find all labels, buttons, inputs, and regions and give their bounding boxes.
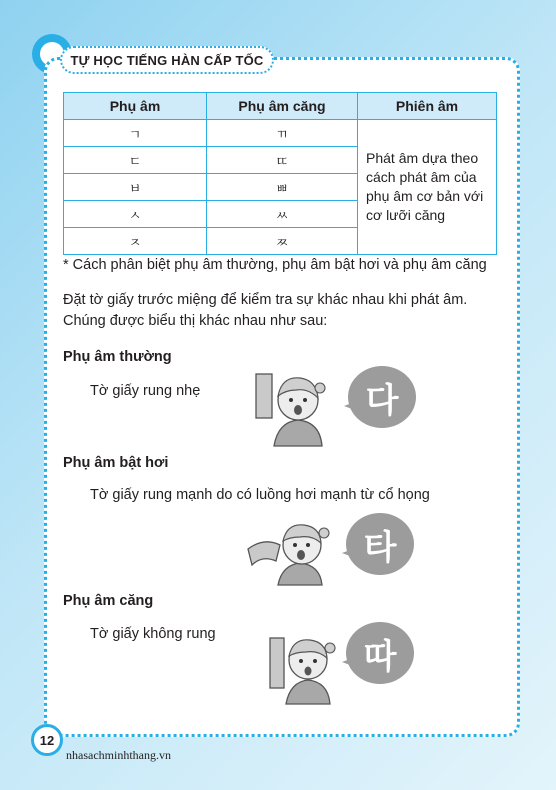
tense-consonant: ㅃ bbox=[207, 174, 358, 201]
col-header-tense: Phụ âm căng bbox=[207, 93, 358, 120]
table-row bbox=[64, 120, 497, 147]
page-number-badge bbox=[31, 724, 63, 756]
tense-consonant: ㅆ bbox=[207, 201, 358, 228]
plain-consonant: ㄱ bbox=[64, 120, 207, 147]
intro-line-1: Đặt tờ giấy trước miệng để kiểm tra sự khác nhau khi phát âm. bbox=[63, 292, 468, 308]
tense-consonant: ㄲ bbox=[207, 120, 358, 147]
page-number: 12 bbox=[39, 732, 55, 748]
intro-line-2: Chúng được biểu thị khác nhau như sau: bbox=[63, 313, 328, 329]
syllable-da: 다 bbox=[365, 381, 399, 420]
paper-sheet-icon bbox=[270, 638, 284, 688]
girl-illustration bbox=[244, 515, 344, 587]
publisher-site: nhasachminhthang.vn bbox=[66, 748, 171, 762]
syllable-tta: 따 bbox=[363, 637, 397, 676]
plain-consonant: ㅂ bbox=[64, 174, 207, 201]
header-tab bbox=[60, 46, 274, 74]
tense-consonant: ㄸ bbox=[207, 147, 358, 174]
col-header-plain: Phụ âm bbox=[64, 93, 207, 120]
col-header-pronunciation: Phiên âm bbox=[358, 93, 497, 120]
plain-consonant: ㄷ bbox=[64, 147, 207, 174]
table-header-row bbox=[64, 93, 497, 120]
girl-illustration bbox=[268, 624, 342, 706]
plain-consonant: ㅈ bbox=[64, 228, 207, 255]
tense-consonant: ㅉ bbox=[207, 228, 358, 255]
syllable-ta: 타 bbox=[363, 528, 397, 567]
paper-sheet-icon bbox=[256, 374, 272, 418]
plain-consonant: ㅅ bbox=[64, 201, 207, 228]
book-title: TỰ HỌC TIẾNG HÀN CẤP TỐC bbox=[70, 52, 264, 68]
speech-bubble bbox=[346, 513, 414, 575]
pronunciation-note: Phát âm dựa theo cách phát âm của phụ âm cơ bản với cơ lưỡi căng bbox=[358, 120, 497, 255]
section-title-plain: Phụ âm thường bbox=[63, 349, 172, 365]
speech-bubble bbox=[348, 366, 416, 428]
section-text-tense: Tờ giấy không rung bbox=[90, 626, 216, 642]
speech-bubble bbox=[346, 622, 414, 684]
section-text-plain: Tờ giấy rung nhẹ bbox=[90, 383, 201, 399]
section-text-aspirated: Tờ giấy rung mạnh do có luồng hơi mạnh từ cổ họng bbox=[90, 487, 430, 503]
star-note: * Cách phân biệt phụ âm thường, phụ âm bật hơi và phụ âm căng bbox=[63, 257, 487, 273]
paper-sheet-icon bbox=[248, 542, 280, 565]
section-title-aspirated: Phụ âm bật hơi bbox=[63, 455, 169, 471]
consonant-table bbox=[63, 92, 497, 255]
section-title-tense: Phụ âm căng bbox=[63, 593, 154, 609]
girl-illustration bbox=[248, 360, 338, 452]
